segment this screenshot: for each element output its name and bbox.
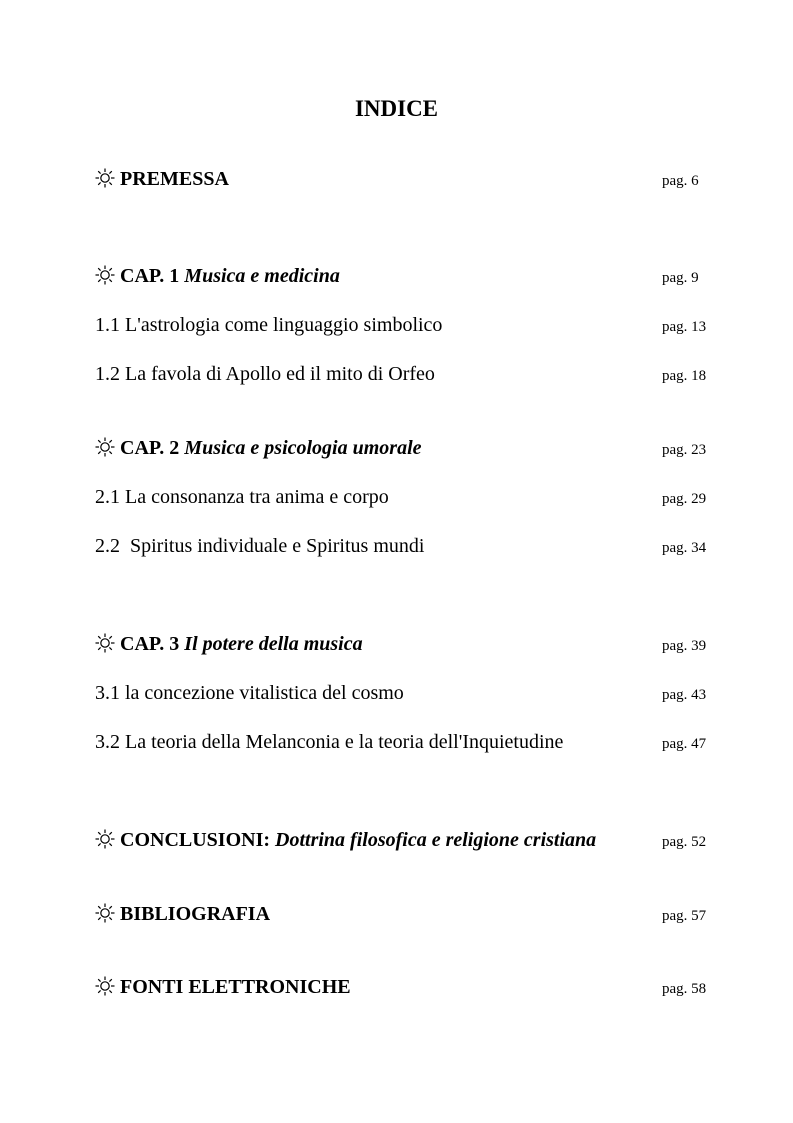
page-number: pag. 43 bbox=[662, 687, 707, 703]
toc-entry-1-1 bbox=[95, 310, 715, 340]
sun-icon bbox=[95, 265, 115, 285]
toc-entry-1-2 bbox=[95, 359, 715, 389]
chapter-subtitle: Musica e psicologia umorale bbox=[184, 437, 422, 459]
chapter-prefix: PREMESSA bbox=[120, 168, 229, 190]
chapter-subtitle: Musica e medicina bbox=[184, 265, 340, 287]
chapter-subtitle: Dottrina filosofica e religione cristiana bbox=[275, 829, 597, 851]
toc-entry-premessa bbox=[95, 164, 715, 194]
page-number: pag. 34 bbox=[662, 540, 707, 556]
toc-entry-label bbox=[95, 433, 422, 463]
sun-icon bbox=[95, 168, 115, 188]
toc-entry-label bbox=[95, 164, 229, 194]
toc-entry-label bbox=[95, 629, 363, 659]
page-number: pag. 57 bbox=[662, 908, 707, 924]
sun-icon bbox=[95, 633, 115, 653]
chapter-subtitle: Il potere della musica bbox=[184, 633, 363, 655]
toc-entry-bibliografia bbox=[95, 899, 715, 929]
sun-icon bbox=[95, 976, 115, 996]
chapter-prefix: CAP. 2 bbox=[120, 437, 180, 459]
page-number: pag. 23 bbox=[662, 442, 707, 458]
toc-entry-label bbox=[95, 261, 340, 291]
toc-entry-label: 1.2 La favola di Apollo ed il mito di Orfeo bbox=[95, 363, 435, 385]
toc-entry-2-1 bbox=[95, 482, 715, 512]
page-number: pag. 39 bbox=[662, 638, 707, 654]
toc-entry-cap-2 bbox=[95, 433, 715, 463]
chapter-prefix: CONCLUSIONI: bbox=[120, 829, 271, 851]
toc-entry-3-2 bbox=[95, 727, 715, 757]
toc-entry-conclusioni bbox=[95, 825, 715, 855]
toc-entry-label: 3.2 La teoria della Melanconia e la teoria dell'Inquietudine bbox=[95, 731, 564, 753]
page-number: pag. 9 bbox=[662, 270, 699, 286]
page-number: pag. 29 bbox=[662, 491, 707, 507]
toc-entry-label: 2.2 Spiritus individuale e Spiritus mundi bbox=[95, 535, 425, 557]
sun-icon bbox=[95, 437, 115, 457]
toc-entry-label: 2.1 La consonanza tra anima e corpo bbox=[95, 486, 389, 508]
toc-entry-cap-3 bbox=[95, 629, 715, 659]
page-number: pag. 52 bbox=[662, 834, 707, 850]
toc-entry-label bbox=[95, 899, 270, 929]
page-number: pag. 18 bbox=[662, 368, 707, 384]
chapter-prefix: CAP. 3 bbox=[120, 633, 180, 655]
toc-entry-3-1 bbox=[95, 678, 715, 708]
toc-entry-2-2 bbox=[95, 531, 715, 561]
page-number: pag. 58 bbox=[662, 981, 707, 997]
toc-entry-label: 1.1 L'astrologia come linguaggio simbolico bbox=[95, 314, 443, 336]
toc-entry-fonti-elettroniche bbox=[95, 972, 715, 1002]
page-number: pag. 6 bbox=[662, 173, 699, 189]
toc-entry-cap-1 bbox=[95, 261, 715, 291]
page-number: pag. 47 bbox=[662, 736, 707, 752]
page-title: INDICE bbox=[354, 96, 439, 121]
toc-entry-label: 3.1 la concezione vitalistica del cosmo bbox=[95, 682, 404, 704]
page-number: pag. 13 bbox=[662, 319, 707, 335]
chapter-prefix: BIBLIOGRAFIA bbox=[120, 903, 271, 925]
chapter-prefix: CAP. 1 bbox=[120, 265, 180, 287]
toc-entry-label bbox=[95, 825, 596, 855]
chapter-prefix: FONTI ELETTRONICHE bbox=[120, 976, 351, 998]
toc-entry-label bbox=[95, 972, 351, 1002]
sun-icon bbox=[95, 829, 115, 849]
sun-icon bbox=[95, 903, 115, 923]
